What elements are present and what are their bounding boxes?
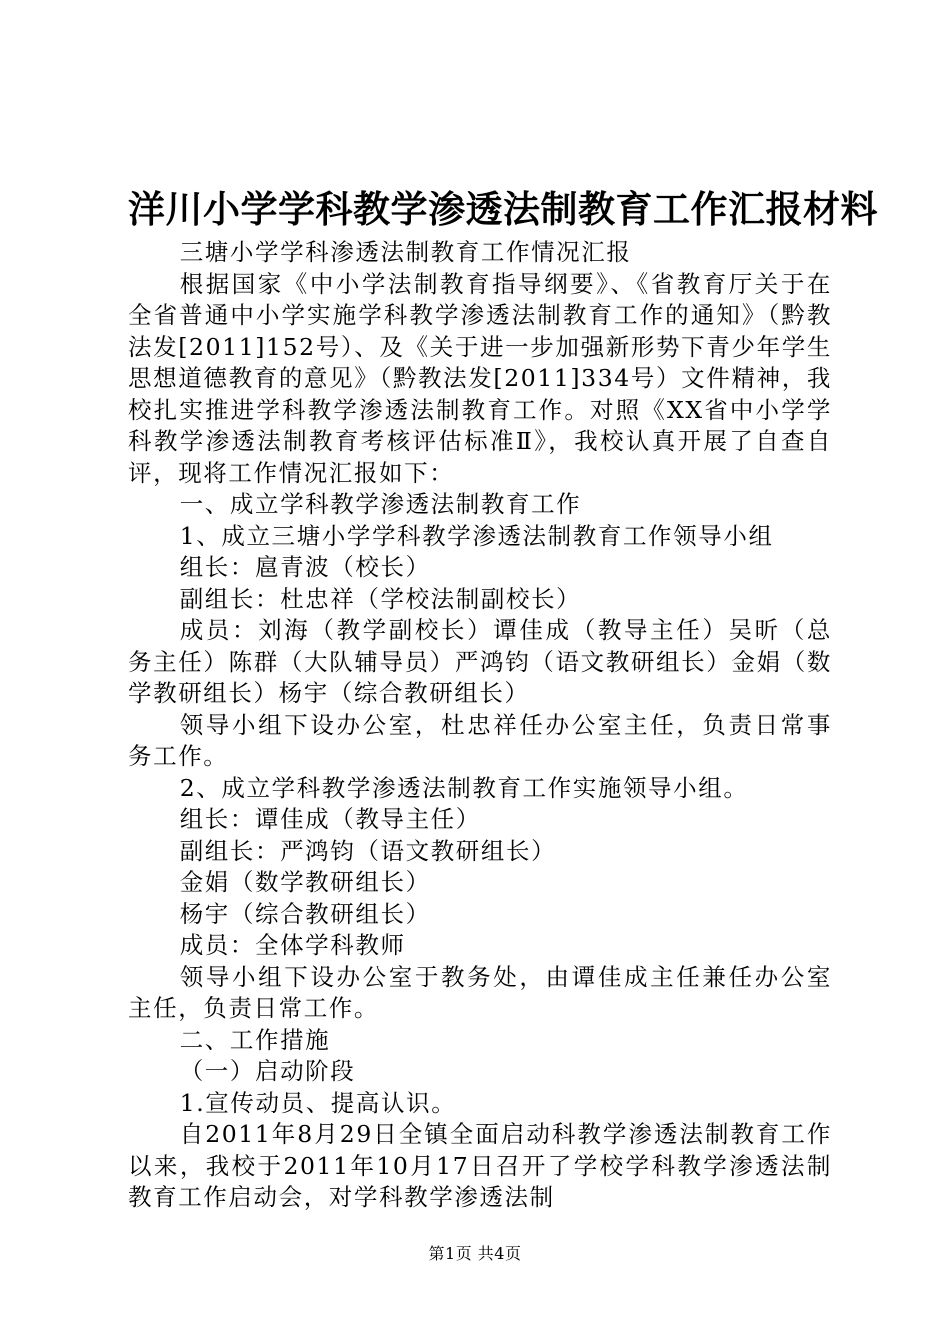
step-heading: 1.宣传动员、提高认识。 <box>179 1088 457 1117</box>
implementation-office-paragraph: 领导小组下设办公室于教务处，由谭佳成主任兼任办公室主任，负责日常工作。 <box>128 962 832 1022</box>
implementation-deputy-line-3: 杨宇（综合教研组长） <box>179 899 431 928</box>
implementation-leader-line: 组长：谭佳成（教导主任） <box>179 805 481 833</box>
office-paragraph: 领导小组下设办公室，杜忠祥任办公室主任，负责日常事务工作。 <box>128 710 832 770</box>
stage-heading: （一）启动阶段 <box>179 1057 356 1085</box>
implementation-deputy-line-2: 金娟（数学教研组长） <box>179 868 431 896</box>
launch-paragraph: 自2011年8月29日全镇全面启动科教学渗透法制教育工作以来，我校于2011年10月17日召开了学校学科教学渗透法制教育工作启动会，对学科教学渗透法制 <box>128 1120 832 1211</box>
implementation-members-line: 成员：全体学科教师 <box>179 931 406 959</box>
subsection-heading-2: 2、成立学科教学渗透法制教育工作实施领导小组。 <box>179 773 749 802</box>
section-heading-1: 一、成立学科教学渗透法制教育工作 <box>179 490 582 518</box>
implementation-deputy-line: 副组长：严鸿钧（语文教研组长） <box>179 836 557 865</box>
section-heading-2: 二、工作措施 <box>179 1025 331 1054</box>
members-paragraph: 成员：刘海（教学副校长）谭佳成（教导主任）吴昕（总务主任）陈群（大队辅导员）严鸿钧（语文教研组长）金娟（数学教研组长）杨宇（综合教研组长） <box>128 616 832 707</box>
leader-line: 组长：扈青波（校长） <box>179 553 431 581</box>
document-title: 洋川小学学科教学渗透法制教育工作汇报材料 <box>128 187 878 231</box>
report-subtitle: 三塘小学学科渗透法制教育工作情况汇报 <box>179 238 632 266</box>
page-number-footer: 第1页 共4页 <box>428 1244 522 1263</box>
document-body <box>128 237 832 1214</box>
subsection-heading-1: 1、成立三塘小学学科教学渗透法制教育工作领导小组 <box>179 521 774 550</box>
intro-paragraph: 根据国家《中小学法制教育指导纲要》、《省教育厅关于在全省普通中小学实施学科教学渗透法制教育工作的通知》（黔教法发[2011]152号）、及《关于进一步加强新形势下青少年学生思想道德教育的意见》（黔教法发[2011]334号）文件精神，我校扎实推进学科教学渗透法制教育工作。对照《XX省中小学学科教学渗透法制教育考核评估标准Ⅱ》，我校认真开展了自查自评，现将工作情况汇报如下： <box>128 269 832 487</box>
deputy-leader-line: 副组长：杜忠祥（学校法制副校长） <box>179 584 582 613</box>
